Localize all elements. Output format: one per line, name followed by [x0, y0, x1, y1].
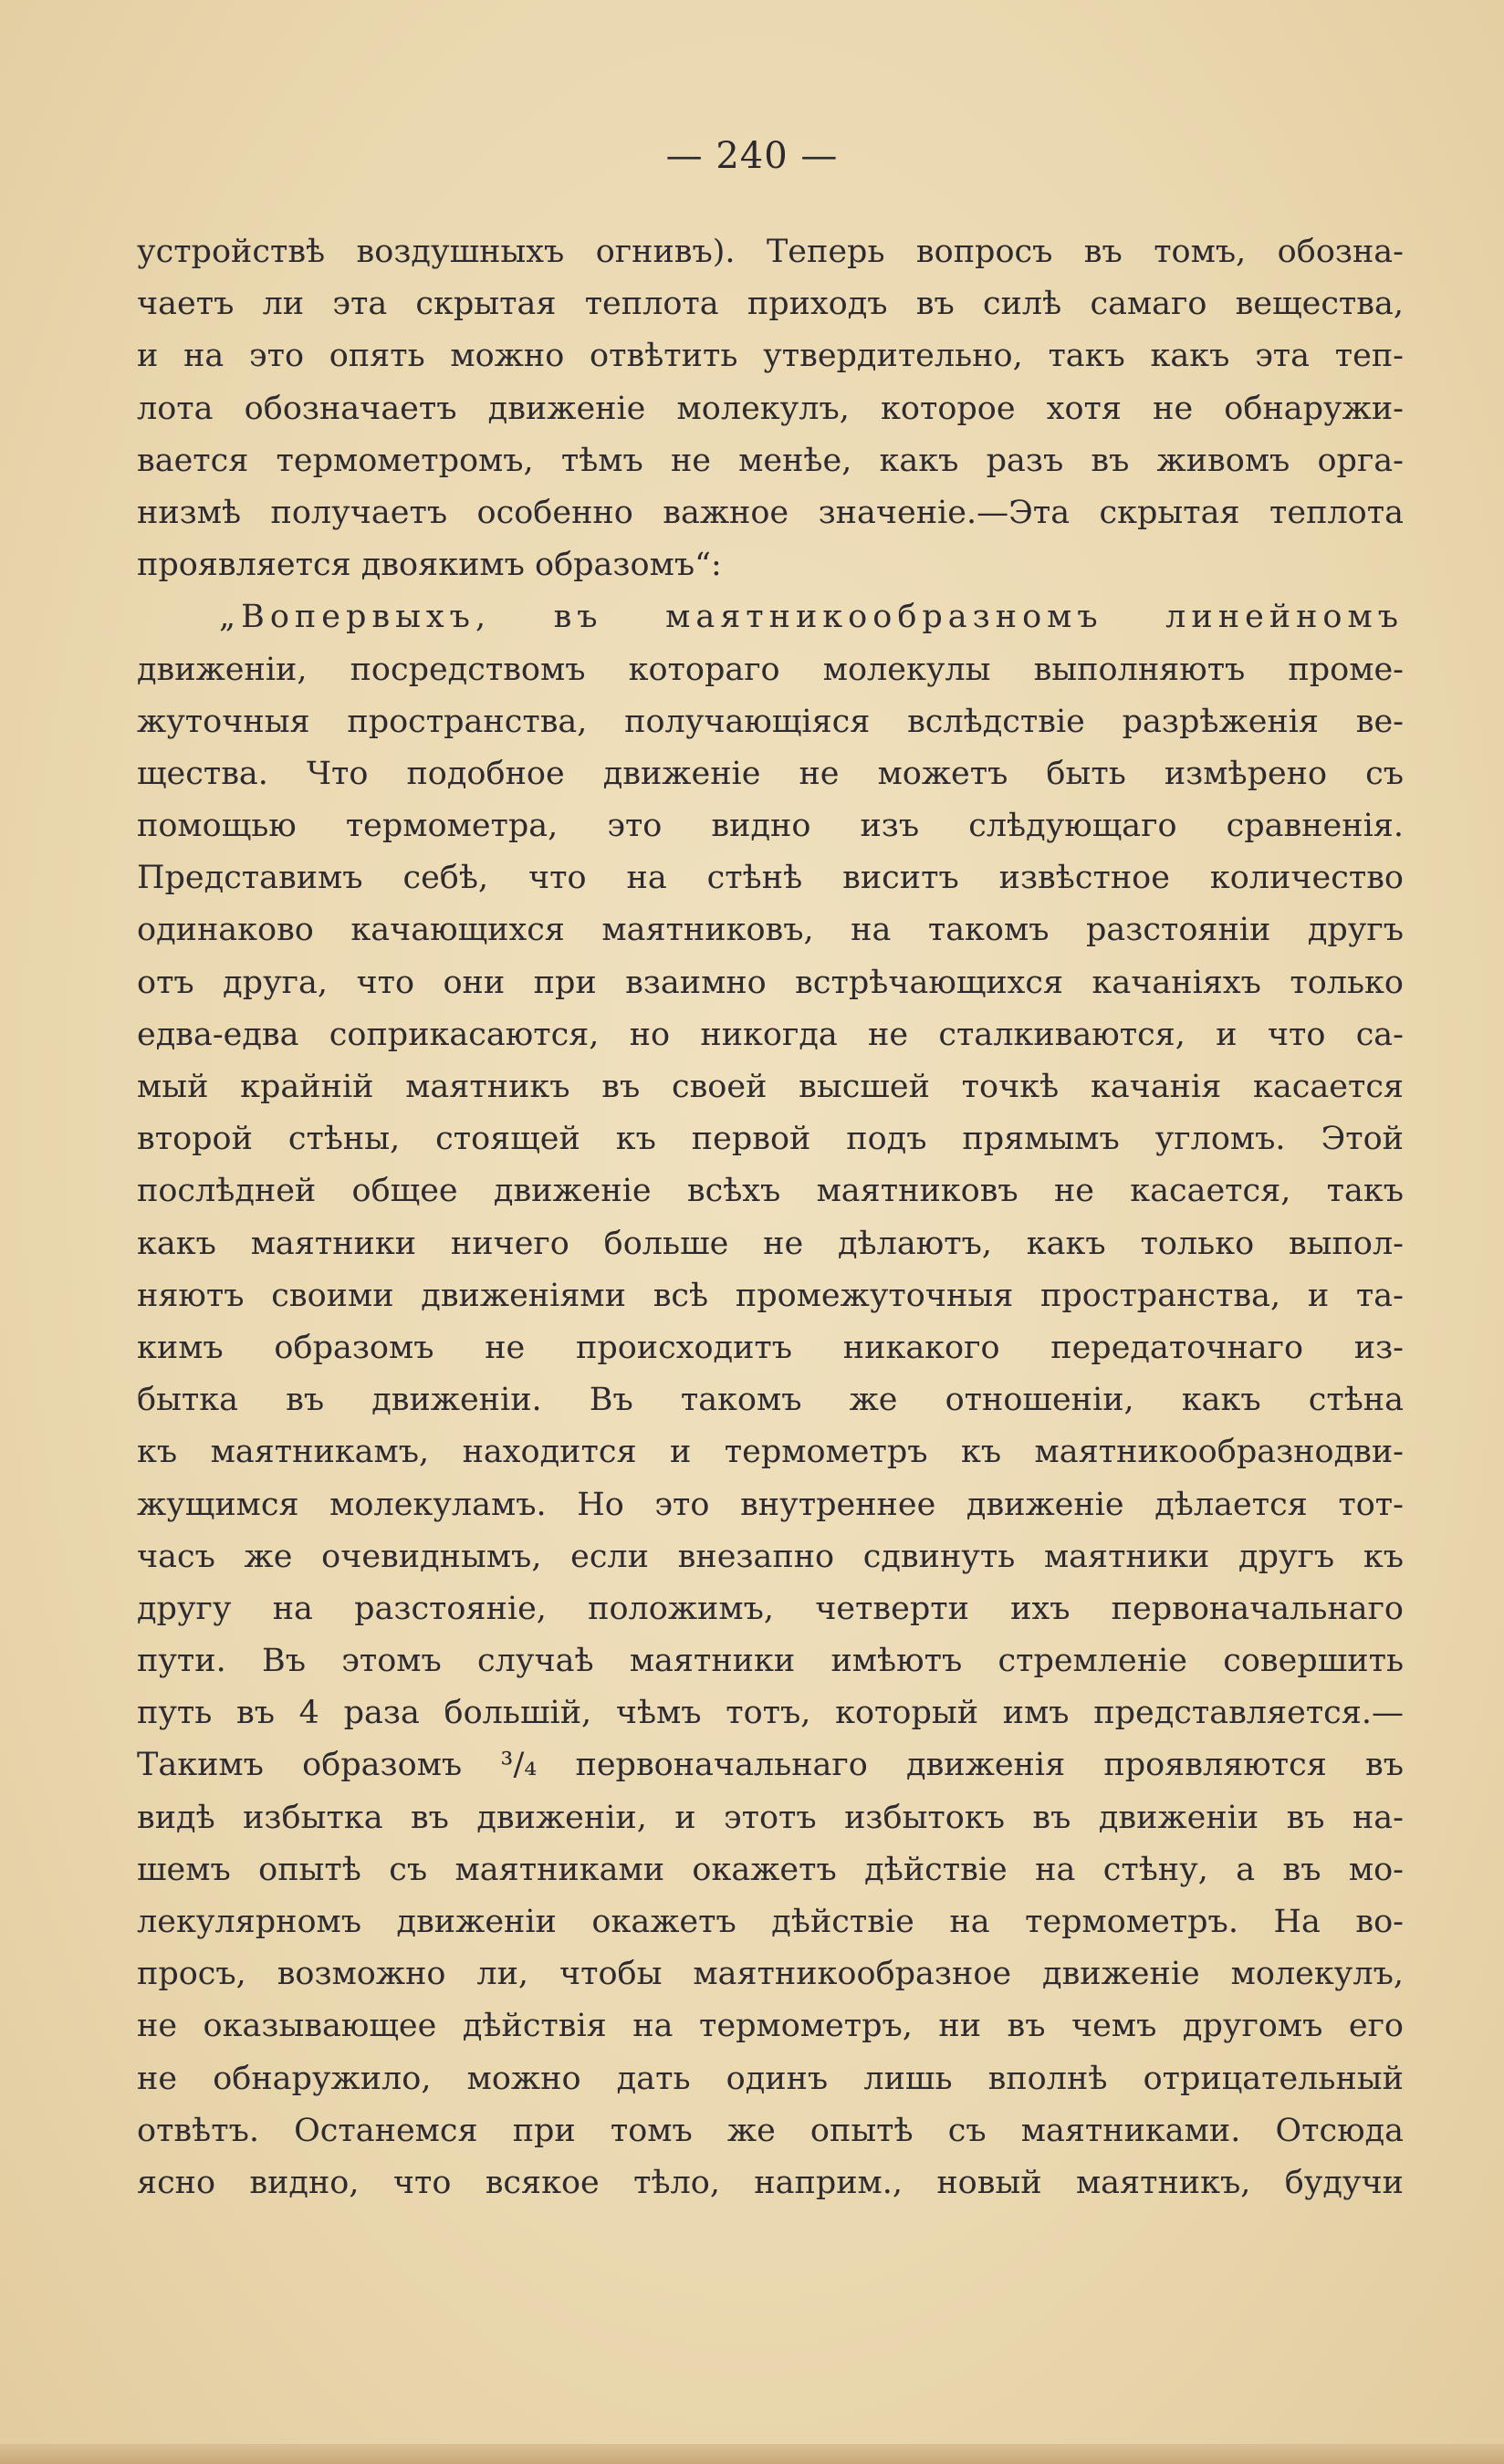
text-line: послѣдней общее движеніе всѣхъ маятниковъ не касается, такъ [137, 1173, 1404, 1210]
text-line: лекулярномъ движеніи окажетъ дѣйствіе на термометръ. На во- [137, 1904, 1404, 1940]
text-line: другу на разстояніе, положимъ, четверти ихъ первоначальнаго [137, 1590, 1404, 1627]
text-line: шемъ опытѣ съ маятниками окажетъ дѣйствіе на стѣну, а въ мо- [137, 1851, 1404, 1888]
text-line: отвѣтъ. Останемся при томъ же опытѣ съ маятниками. Отсюда [137, 2112, 1404, 2149]
text-line: „Вопервыхъ, въ маятникообразномъ линейномъ [219, 599, 1404, 636]
text-line: Представимъ себѣ, что на стѣнѣ виситъ извѣстное количество [137, 860, 1404, 897]
text-line: видѣ избытка въ движеніи, и этотъ избытокъ въ движеніи въ на- [137, 1799, 1404, 1836]
text-line: одинаково качающихся маятниковъ, на такомъ разстояніи другъ [137, 912, 1404, 949]
text-line: путь въ 4 раза большій, чѣмъ тотъ, который имъ представляется.— [137, 1695, 1404, 1732]
page-number: — 240 — [665, 135, 839, 177]
text-line: не оказывающее дѣйствія на термометръ, ни въ чемъ другомъ его [137, 2008, 1404, 2045]
text-line: помощью термометра, это видно изъ слѣдующаго сравненія. [137, 808, 1404, 845]
text-line: жущимся молекуламъ. Но это внутреннее движеніе дѣлается тот- [137, 1486, 1404, 1523]
text-line: устройствѣ воздушныхъ огнивъ). Теперь вопросъ въ томъ, обозна- [137, 234, 1404, 270]
text-line: не обнаружило, можно дать одинъ лишь вполнѣ отрицательный [137, 2060, 1404, 2097]
text-line: кимъ образомъ не происходитъ никакого передаточнаго из- [137, 1329, 1404, 1366]
text-line: пути. Въ этомъ случаѣ маятники имѣютъ стремленіе совершить [137, 1643, 1404, 1680]
text-line: проявляется двоякимъ образомъ“: [137, 547, 722, 584]
text-line: низмѣ получаетъ особенно важное значеніе.—Эта скрытая теплота [137, 494, 1404, 531]
text-line: бытка въ движеніи. Въ такомъ же отношеніи, какъ стѣна [137, 1382, 1404, 1419]
body-text [137, 226, 1404, 2209]
text-line: едва-едва соприкасаются, но никогда не сталкиваются, и что са- [137, 1016, 1404, 1053]
text-line: жуточныя пространства, получающіяся вслѣдствіе разрѣженія ве- [137, 703, 1404, 740]
text-line: какъ маятники ничего больше не дѣлаютъ, какъ только выпол- [137, 1225, 1404, 1262]
text-line: часъ же очевиднымъ, если внезапно сдвинуть маятники другъ къ [137, 1538, 1404, 1575]
text-line: и на это опять можно отвѣтить утвердительно, такъ какъ эта теп- [137, 338, 1404, 375]
text-line: движеніи, посредствомъ котораго молекулы выполняютъ проме- [137, 651, 1404, 688]
text-line: щества. Что подобное движеніе не можетъ быть измѣрено съ [137, 755, 1404, 792]
text-line: мый крайній маятникъ въ своей высшей точкѣ качанія касается [137, 1069, 1404, 1105]
text-line: ясно видно, что всякое тѣло, наприм., новый маятникъ, будучи [137, 2164, 1404, 2201]
text-line: чаетъ ли эта скрытая теплота приходъ въ силѣ самаго вещества, [137, 286, 1404, 323]
text-line: Такимъ образомъ ³/₄ первоначальнаго движенія проявляются въ [137, 1747, 1404, 1784]
text-line: просъ, возможно ли, чтобы маятникообразное движеніе молекулъ, [137, 1956, 1404, 1993]
text-line: второй стѣны, стоящей къ первой подъ прямымъ угломъ. Этой [137, 1121, 1404, 1158]
text-line: къ маятникамъ, находится и термометръ къ маятникообразнодви- [137, 1434, 1404, 1471]
text-line: лота обозначаетъ движеніе молекулъ, которое хотя не обнаружи- [137, 390, 1404, 427]
text-line: няютъ своими движеніями всѣ промежуточныя пространства, и та- [137, 1277, 1404, 1314]
text-line: вается термометромъ, тѣмъ не менѣе, какъ разъ въ живомъ орга- [137, 442, 1404, 479]
text-line: отъ друга, что они при взаимно встрѣчающихся качаніяхъ только [137, 964, 1404, 1001]
